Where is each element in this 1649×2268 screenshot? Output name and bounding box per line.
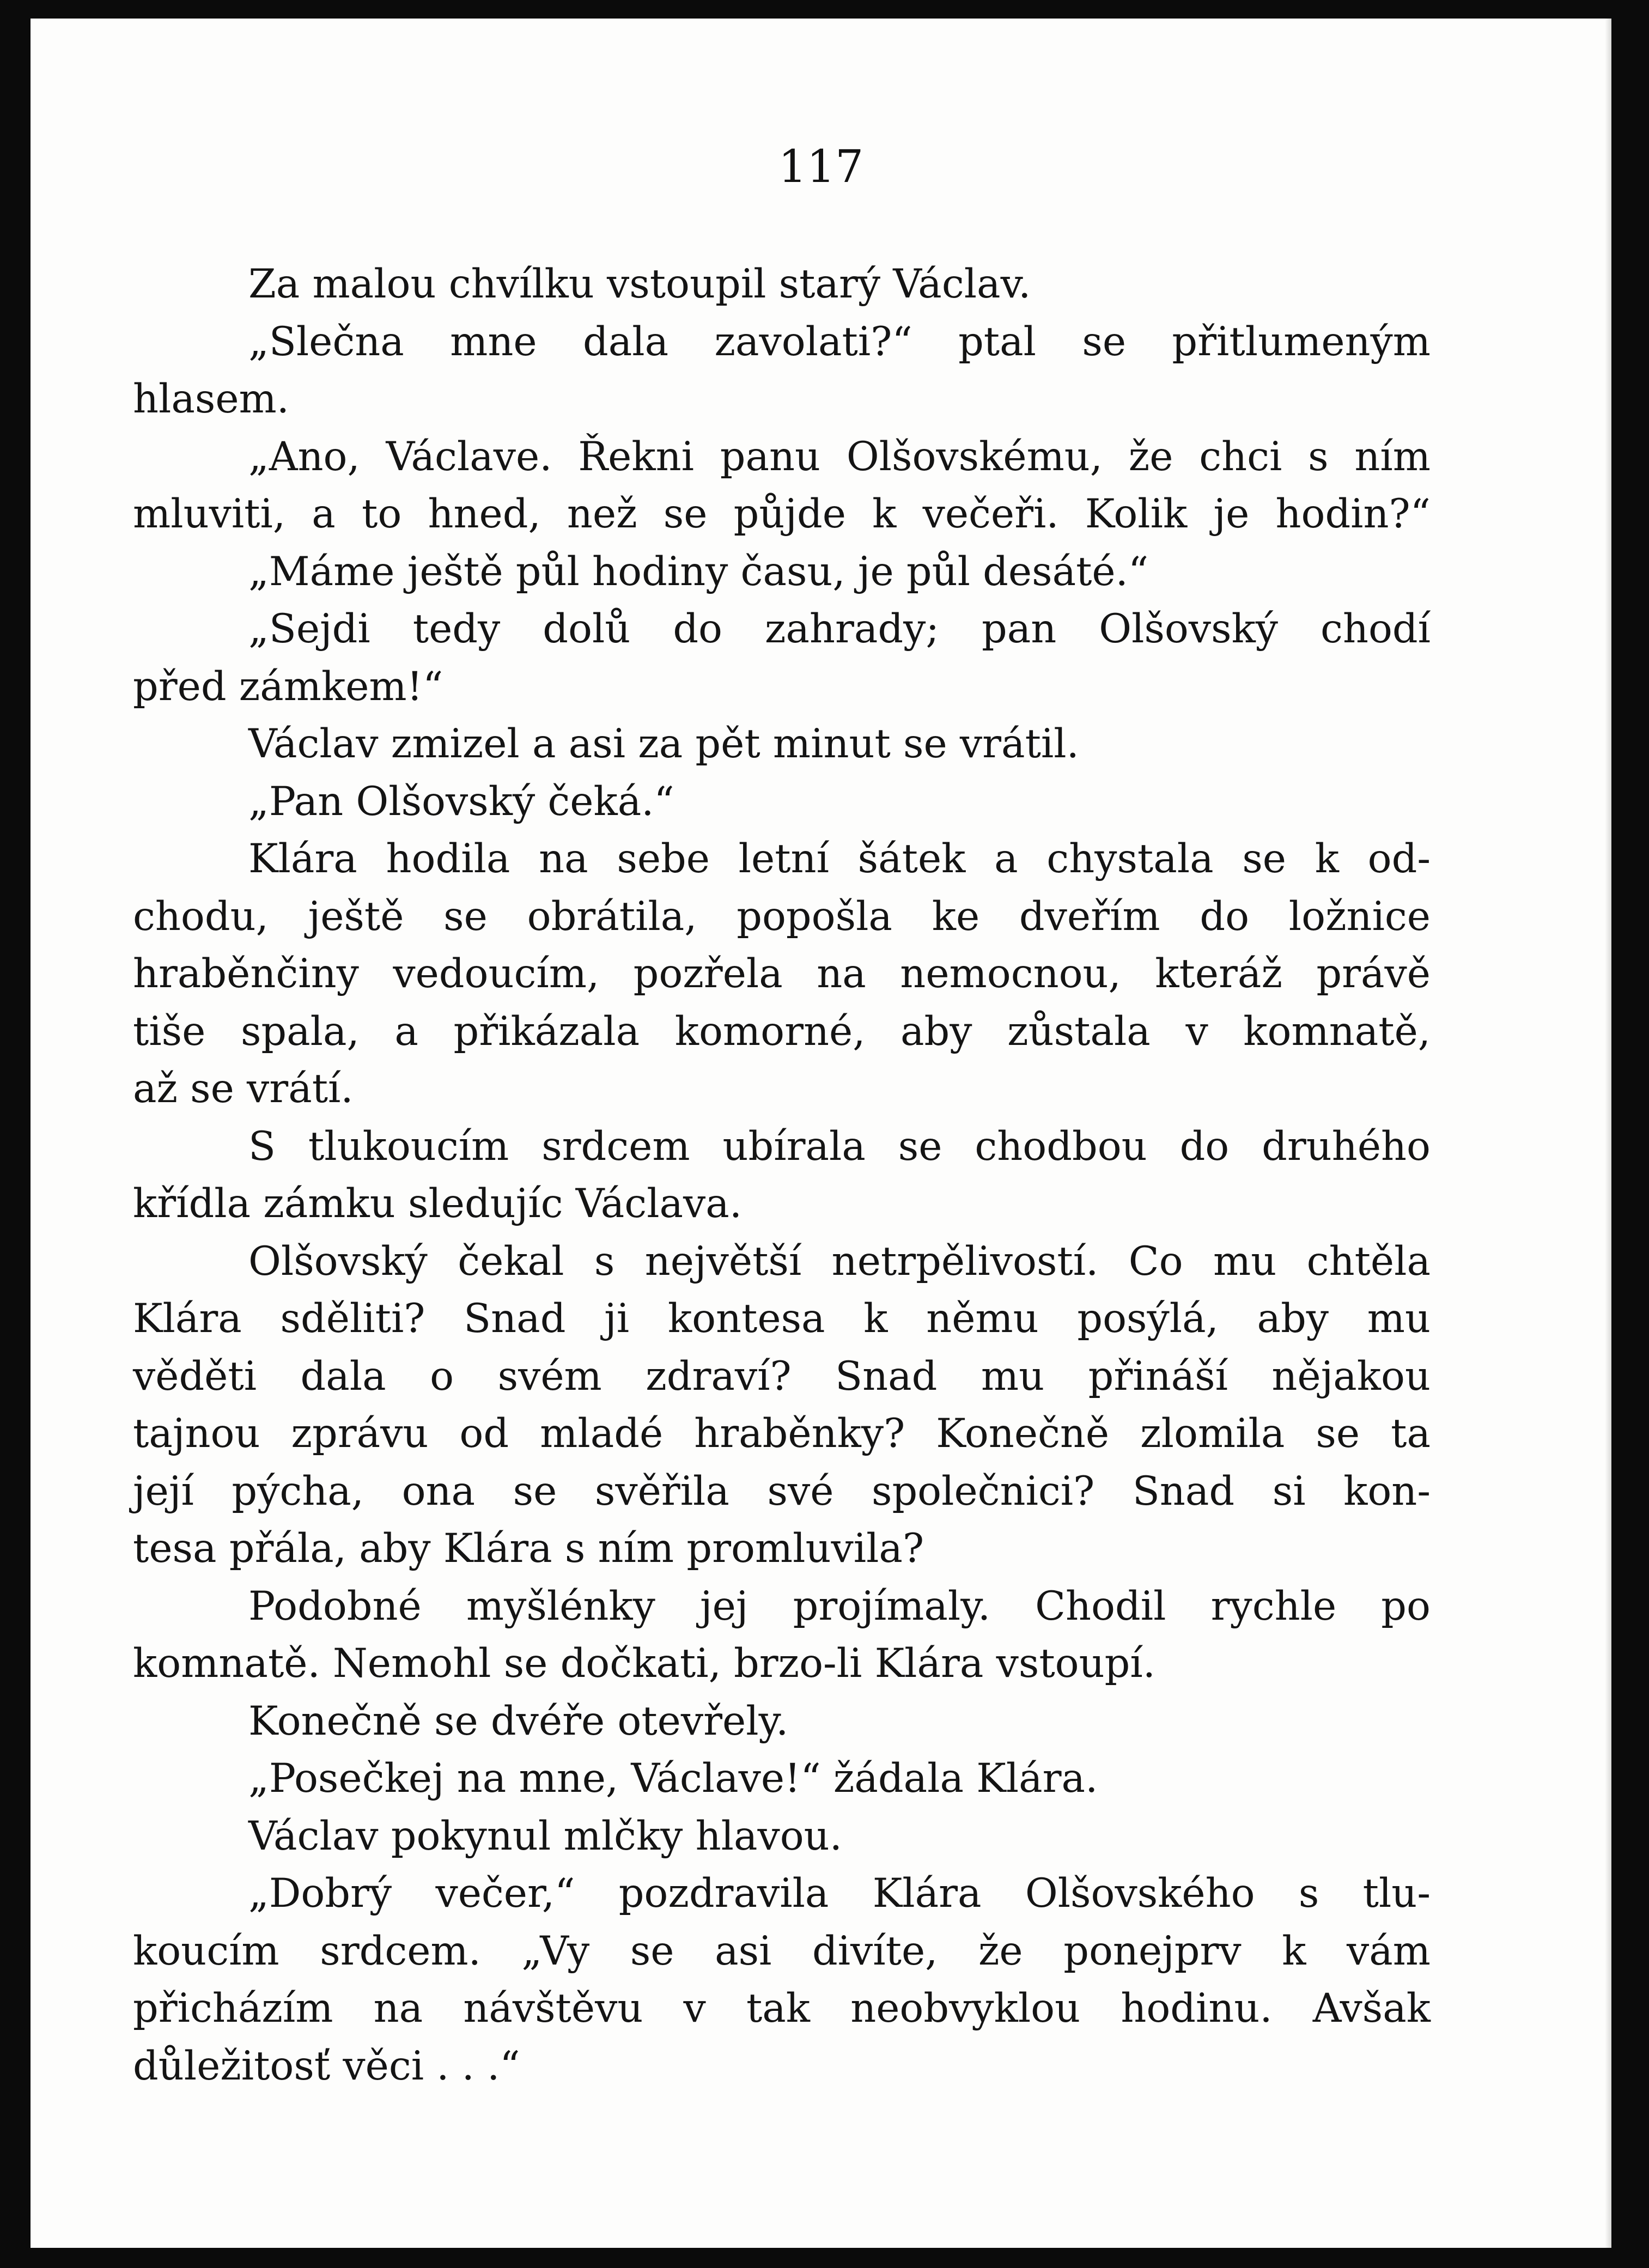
body-text [133,256,1431,2095]
text-line: Podobné myšlénky jej projímaly. Chodil rychle po [248,1583,1431,1629]
book-page [31,19,1611,2248]
text-line: Klára hodila na sebe letní šátek a chystala se k od- [248,836,1431,882]
text-line: Olšovský čekal s největší netrpělivostí. Co mu chtěla [248,1238,1431,1285]
text-line: před zámkem!“ [133,663,443,710]
page-edge [1605,19,1611,2248]
text-line: Konečně se dvéře otevřely. [248,1698,789,1744]
text-line: chodu, ještě se obrátila, popošla ke dveřím do ložnice [133,893,1431,940]
text-line: „Dobrý večer,“ pozdravila Klára Olšovského s tlu- [248,1870,1431,1917]
text-line: „Máme ještě půl hodiny času, je půl desáté.“ [248,548,1149,595]
text-line: věděti dala o svém zdraví? Snad mu přináší nějakou [133,1353,1431,1400]
text-line: Václav zmizel a asi za pět minut se vrátil. [248,721,1079,767]
text-line: její pýcha, ona se svěřila své společnici? Snad si kon- [133,1468,1431,1515]
text-line: koucím srdcem. „Vy se asi divíte, že ponejprv k vám [133,1928,1431,1974]
text-line: hraběnčiny vedoucím, pozřela na nemocnou, kteráž právě [133,951,1431,997]
text-line: až se vrátí. [133,1066,354,1112]
text-line: „Sejdi tedy dolů do zahrady; pan Olšovský chodí [248,606,1431,652]
text-line: Václav pokynul mlčky hlavou. [248,1813,842,1859]
text-line: komnatě. Nemohl se dočkati, brzo-li Klára vstoupí. [133,1640,1155,1687]
text-line: tajnou zprávu od mladé hraběnky? Konečně zlomila se ta [133,1410,1431,1457]
text-line: „Slečna mne dala zavolati?“ ptal se přitlumeným [248,318,1431,365]
text-line: Klára sděliti? Snad ji kontesa k němu posýlá, aby mu [133,1296,1431,1342]
text-line: přicházím na návštěvu v tak neobvyklou hodinu. Avšak [133,1985,1431,2032]
text-line: tesa přála, aby Klára s ním promluvila? [133,1525,924,1572]
text-line: „Pan Olšovský čeká.“ [248,778,674,825]
text-line: křídla zámku sledujíc Václava. [133,1181,743,1227]
text-line: S tlukoucím srdcem ubírala se chodbou do druhého [248,1123,1431,1170]
text-line: mluviti, a to hned, než se půjde k večeři. Kolik je hodin?“ [133,491,1431,537]
text-line: hlasem. [133,376,289,422]
page-number: 117 [778,141,864,193]
text-line: tiše spala, a přikázala komorné, aby zůstala v komnatě, [133,1008,1431,1055]
text-line: „Ano, Václave. Řekni panu Olšovskému, že chci s ním [248,433,1431,480]
text-line: „Posečkej na mne, Václave!“ žádala Klára. [248,1755,1098,1802]
text-line: Za malou chvílku vstoupil starý Václav. [248,261,1031,307]
text-line: důležitosť věci . . .“ [133,2042,520,2089]
